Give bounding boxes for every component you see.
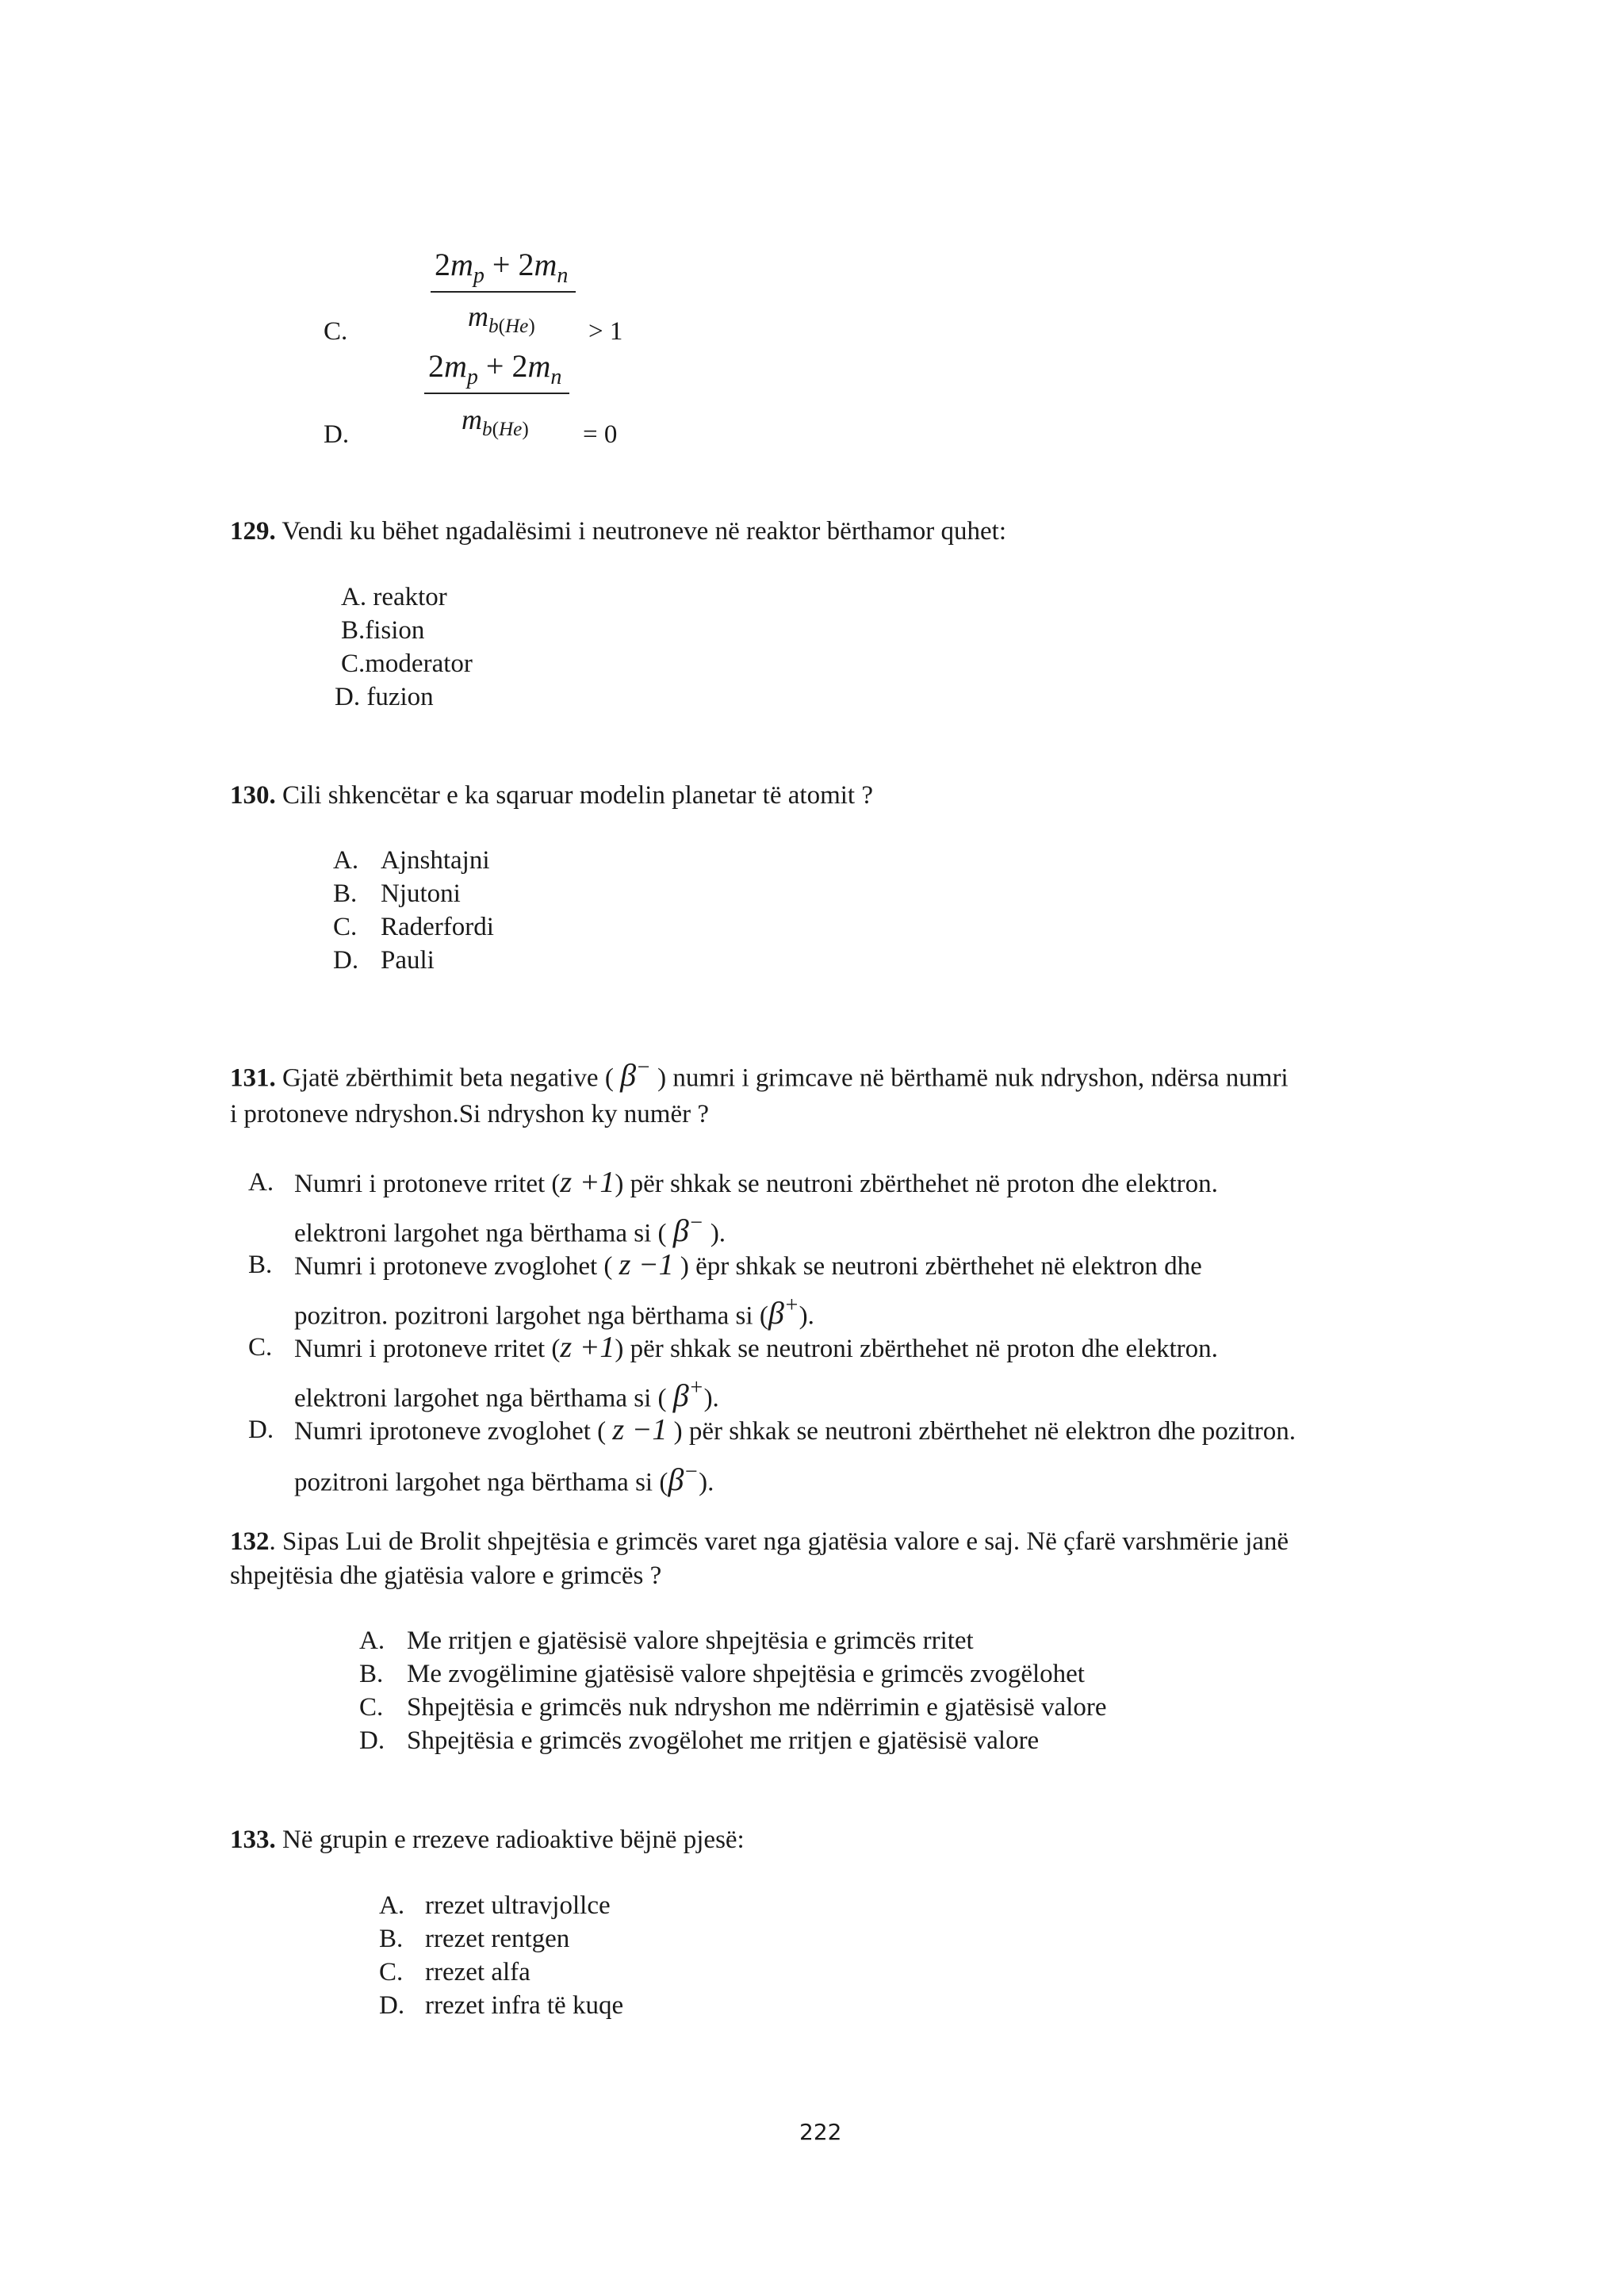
option-a-line2: elektroni largohet nga bërthama si ( β− ). — [294, 1211, 726, 1249]
option-d — [333, 944, 435, 976]
question-number: 130. — [230, 781, 276, 810]
question-text: . Sipas Lui de Brolit shpejtësia e grimcës varet nga gjatësia valore e saj. Në çfarë varshmërie janë — [269, 1527, 1289, 1556]
fraction-c-numerator: $2m_p + 2m_n$ — [435, 247, 569, 288]
fraction-d-bar — [424, 393, 569, 394]
math-z: z +1 — [560, 1166, 615, 1199]
option-c — [333, 911, 494, 943]
beta-symbol: β− — [672, 1211, 704, 1249]
option-line1: Numri iprotoneve zvoglohet ( z −1 ) për shkak se neutroni zbërthehet në elektron dhe pozitron. — [294, 1413, 1296, 1446]
option-letter: B. — [333, 879, 358, 908]
option-b: B. rrezet rentgen — [379, 1925, 570, 1953]
option-text: Me zvogëlimine gjatësisë valore shpejtësia e grimcës zvogëlohet — [407, 1660, 1085, 1688]
option-text: Me rritjen e gjatësisë valore shpejtësia e grimcës rritet — [407, 1626, 974, 1655]
option-a: A. rrezet ultravjollce — [379, 1891, 611, 1920]
option-text: rrezet infra të kuqe — [425, 1991, 624, 2020]
question-number: 132 — [230, 1527, 270, 1556]
beta-symbol: β+ — [768, 1293, 799, 1331]
option-text: Pauli — [381, 946, 435, 975]
option-letter: A. — [248, 1168, 274, 1197]
option-a — [248, 1166, 1218, 1199]
fraction-c-bar — [431, 291, 576, 293]
question-129 — [230, 515, 1006, 547]
option-letter: B. — [248, 1251, 273, 1279]
option-letter: A. — [333, 846, 359, 875]
option-c-line2: elektroni largohet nga bërthama si ( β+). — [294, 1376, 719, 1414]
option-d: D. fuzion — [335, 683, 434, 711]
option-d: D. Shpejtësia e grimcës zvogëlohet me rritjen e gjatësisë valore — [359, 1726, 1040, 1755]
question-text: Cili shkencëtar e ka sqaruar modelin planetar të atomit ? — [282, 781, 873, 810]
option-line1: Numri i protoneve rritet (z +1) për shkak se neutroni zbërthehet në proton dhe elektron. — [294, 1331, 1218, 1364]
question-132 — [230, 1526, 1289, 1557]
option-b: B. Me zvogëlimine gjatësisë valore shpejtësia e grimcës zvogëlohet — [359, 1660, 1085, 1688]
option-d-line2: pozitroni largohet nga bërthama si (β−). — [294, 1460, 714, 1498]
option-a: A. Me rritjen e gjatësisë valore shpejtësia e grimcës rritet — [359, 1626, 974, 1655]
option-a — [333, 845, 490, 876]
fraction-d-numerator: $2m_p + 2m_n$ — [428, 348, 562, 389]
question-text-line2: shpejtësia dhe gjatësia valore e grimcës ? — [230, 1561, 662, 1590]
option-c: C.moderator — [341, 649, 473, 678]
option-b — [248, 1248, 1202, 1282]
option-text: rrezet ultravjollce — [425, 1891, 611, 1920]
question-number: 133. — [230, 1826, 276, 1854]
option-b: B.fision — [341, 616, 425, 645]
option-text: Shpejtësia e grimcës nuk ndryshon me ndërrimin e gjatësisë valore — [407, 1693, 1107, 1722]
question-text-part2: ) numri i grimcave në bërthamë nuk ndryshon, ndërsa numri — [657, 1063, 1289, 1093]
option-text: Ajnshtajni — [381, 846, 490, 875]
option-c: C. rrezet alfa — [379, 1958, 530, 1986]
option-letter: D. — [248, 1416, 274, 1444]
option-c-label: C. — [324, 317, 348, 346]
fraction-c-denominator: $m_{b(He)}$ — [468, 301, 535, 338]
question-text: Vendi ku bëhet ngadalësimi i neutroneve në reaktor bërthamor quhet: — [282, 517, 1007, 546]
option-line1: Numri i protoneve zvoglohet ( z −1 ) ëpr shkak se neutroni zbërthehet në elektron dhe — [294, 1248, 1202, 1282]
question-130 — [230, 780, 873, 811]
math-z: z −1 — [619, 1248, 674, 1282]
option-letter: C. — [248, 1333, 273, 1362]
fraction-c-relation: > 1 — [588, 317, 623, 346]
beta-symbol: β− — [668, 1460, 699, 1498]
option-c: C. Shpejtësia e grimcës nuk ndryshon me ndërrimin e gjatësisë valore — [359, 1693, 1107, 1722]
option-line1: Numri i protoneve rritet (z +1) për shkak se neutroni zbërthehet në proton dhe elektron. — [294, 1166, 1218, 1199]
question-133 — [230, 1824, 745, 1856]
math-z: z +1 — [560, 1331, 615, 1364]
option-c — [248, 1331, 1218, 1364]
option-d — [248, 1413, 1296, 1446]
question-text-part1: Gjatë zbërthimit beta negative ( — [282, 1063, 614, 1093]
fraction-d-relation: = 0 — [583, 420, 618, 449]
question-text: Në grupin e rrezeve radioaktive bëjnë pjesë: — [282, 1826, 745, 1854]
option-text: Njutoni — [381, 879, 461, 908]
option-text: rrezet alfa — [425, 1958, 530, 1986]
option-b — [333, 878, 461, 910]
beta-minus-symbol: β− — [620, 1055, 651, 1094]
option-text: Shpejtësia e grimcës zvogëlohet me rritjen e gjatësisë valore — [407, 1726, 1040, 1755]
question-number: 131. — [230, 1063, 276, 1093]
option-letter: D. — [333, 946, 359, 975]
fraction-d-denominator: $m_{b(He)}$ — [462, 404, 529, 441]
beta-symbol: β+ — [672, 1376, 704, 1414]
option-letter: C. — [333, 913, 358, 941]
page-number: 222 — [799, 2119, 842, 2145]
option-text: rrezet rentgen — [425, 1925, 570, 1953]
question-number: 129. — [230, 517, 276, 546]
math-z: z −1 — [612, 1413, 668, 1446]
option-a: A. reaktor — [341, 583, 447, 611]
question-text-line2: i protoneve ndryshon.Si ndryshon ky numër ? — [230, 1100, 710, 1128]
option-b-line2: pozitron. pozitroni largohet nga bërthama si (β+). — [294, 1293, 814, 1331]
option-d-label: D. — [324, 420, 350, 449]
option-d: D. rrezet infra të kuqe — [379, 1991, 624, 2020]
option-text: Raderfordi — [381, 913, 494, 941]
question-131 — [230, 1052, 1289, 1094]
